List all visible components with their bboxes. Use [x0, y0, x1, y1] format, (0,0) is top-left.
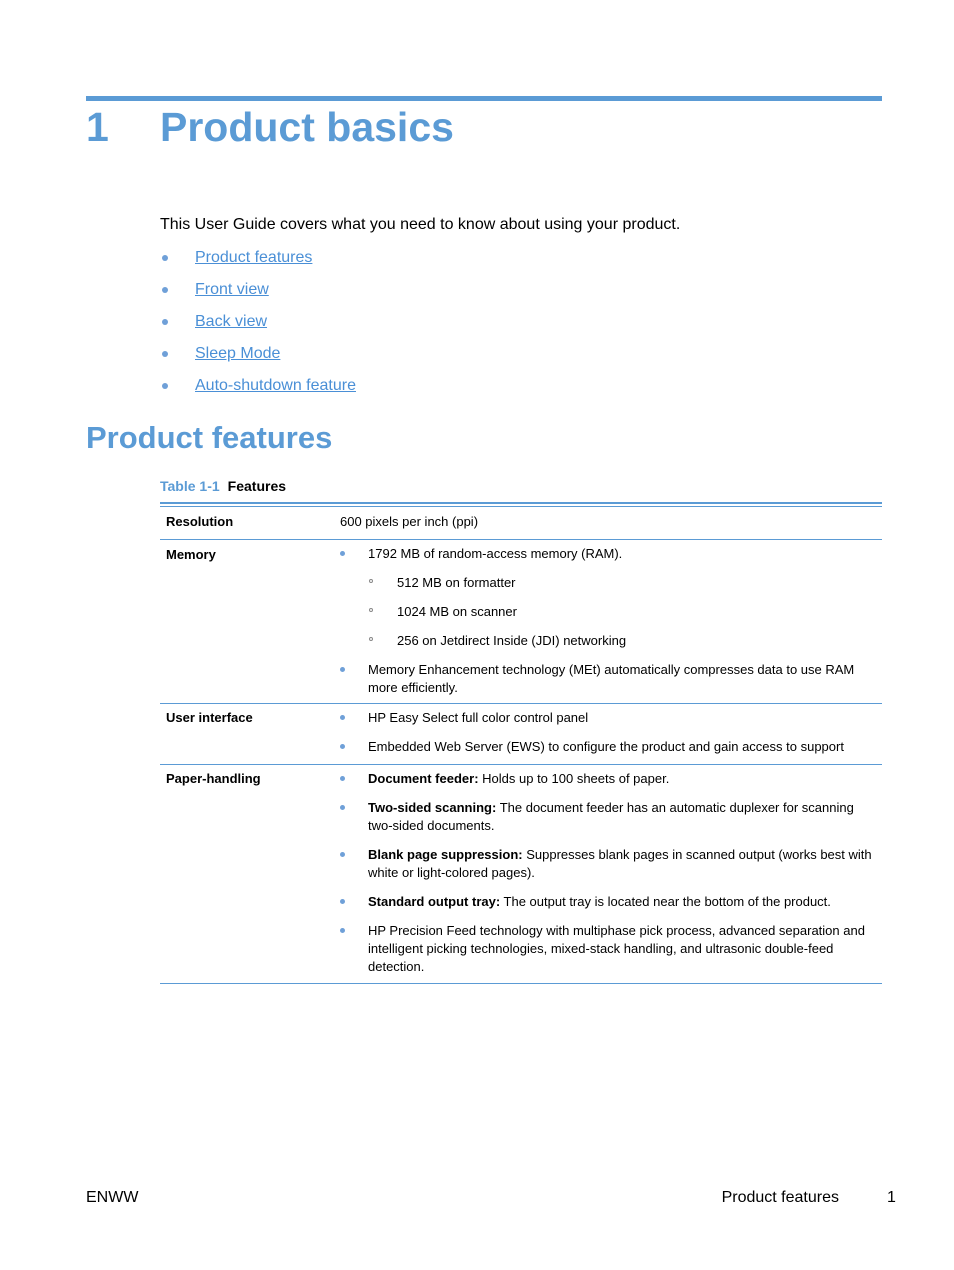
feature-name: Standard output tray: [368, 894, 501, 909]
toc-item [160, 280, 356, 312]
bullet-icon [340, 667, 345, 672]
bullet-icon [340, 776, 345, 781]
memory-formatter: 512 MB on formatter [397, 575, 516, 590]
list-item [368, 709, 873, 727]
list-item [368, 893, 873, 911]
feature-desc: HP Precision Feed technology with multiphase pick process, advanced separation and intelligent picking technologies, mixed-stack handling, and ultrasonic double-feed detection. [368, 923, 865, 974]
list-item [397, 632, 873, 650]
feature-desc: The document feeder has an automatic duplexer for scanning two-sided documents. [368, 800, 854, 833]
chapter-top-rule [86, 96, 882, 101]
table-caption-label: Table 1-1 [160, 478, 220, 494]
list-item [368, 799, 873, 835]
bullet-icon [340, 899, 345, 904]
bullet-icon [340, 852, 345, 857]
row-label-resolution: Resolution [166, 514, 234, 529]
ui-control-panel: HP Easy Select full color control panel [368, 710, 589, 725]
bullet-icon [162, 287, 168, 293]
footer-page-number: 1 [887, 1189, 896, 1206]
feature-name: Blank page suppression: [368, 847, 523, 862]
feature-name: Document feeder: [368, 771, 479, 786]
list-item [368, 661, 873, 697]
row-value-resolution: 600 pixels per inch (ppi) [340, 514, 479, 529]
list-item [368, 545, 873, 563]
feature-desc: The output tray is located near the bottom of the product. [500, 894, 831, 909]
list-item [368, 738, 873, 756]
ui-list [368, 709, 873, 756]
bullet-icon [162, 383, 168, 389]
ui-ews: Embedded Web Server (EWS) to configure the product and gain access to support [368, 739, 844, 754]
bullet-icon [162, 319, 168, 325]
bullet-icon [340, 744, 345, 749]
table-row-user-interface [160, 704, 882, 765]
toc-link-product-features[interactable]: Product features [195, 249, 313, 266]
feature-name: Two-sided scanning: [368, 800, 497, 815]
footer-section: Product features [721, 1189, 839, 1206]
list-item [368, 846, 873, 882]
chapter-title: Product basics [160, 104, 454, 150]
toc-link-auto-shutdown[interactable]: Auto-shutdown feature [195, 377, 356, 394]
table-row-memory [160, 540, 882, 704]
memory-list [368, 545, 873, 697]
list-item [397, 574, 873, 592]
toc-item [160, 376, 356, 408]
features-table [160, 507, 882, 984]
bullet-icon [340, 928, 345, 933]
chapter-number: 1 [86, 104, 109, 150]
table-row-paper-handling [160, 765, 882, 984]
memory-jdi: 256 on Jetdirect Inside (JDI) networking [397, 633, 627, 648]
intro-paragraph: This User Guide covers what you need to know about using your product. [160, 216, 681, 233]
bullet-icon [340, 715, 345, 720]
table-row-resolution [160, 507, 882, 540]
section-title: Product features [86, 420, 333, 455]
sub-bullet-icon [369, 608, 373, 612]
toc-link-front-view[interactable]: Front view [195, 281, 269, 298]
paper-list [368, 770, 873, 976]
row-label-paper-handling: Paper-handling [166, 771, 261, 786]
toc-link-sleep-mode[interactable]: Sleep Mode [195, 345, 281, 362]
bullet-icon [162, 255, 168, 261]
bullet-icon [162, 351, 168, 357]
memory-met: Memory Enhancement technology (MEt) automatically compresses data to use RAM more efficiently. [368, 662, 855, 695]
list-item [368, 922, 873, 976]
feature-desc: Suppresses blank pages in scanned output (works best with white or light-colored pages). [368, 847, 872, 880]
footer-left: ENWW [86, 1189, 139, 1206]
memory-ram: 1792 MB of random-access memory (RAM). [368, 546, 623, 561]
chapter-toc [160, 248, 356, 408]
toc-item [160, 344, 356, 376]
table-caption-title: Features [227, 478, 287, 494]
table-top-rule [160, 502, 882, 504]
bullet-icon [340, 805, 345, 810]
row-label-user-interface: User interface [166, 710, 253, 725]
sub-bullet-icon [369, 637, 373, 641]
bullet-icon [340, 551, 345, 556]
feature-desc: Holds up to 100 sheets of paper. [478, 771, 670, 786]
sub-bullet-icon [369, 579, 373, 583]
memory-scanner: 1024 MB on scanner [397, 604, 517, 619]
table-caption [160, 478, 286, 494]
list-item [397, 603, 873, 621]
list-item [368, 770, 873, 788]
toc-item [160, 312, 356, 344]
toc-item [160, 248, 356, 280]
row-label-memory: Memory [166, 547, 216, 562]
toc-link-back-view[interactable]: Back view [195, 313, 268, 330]
